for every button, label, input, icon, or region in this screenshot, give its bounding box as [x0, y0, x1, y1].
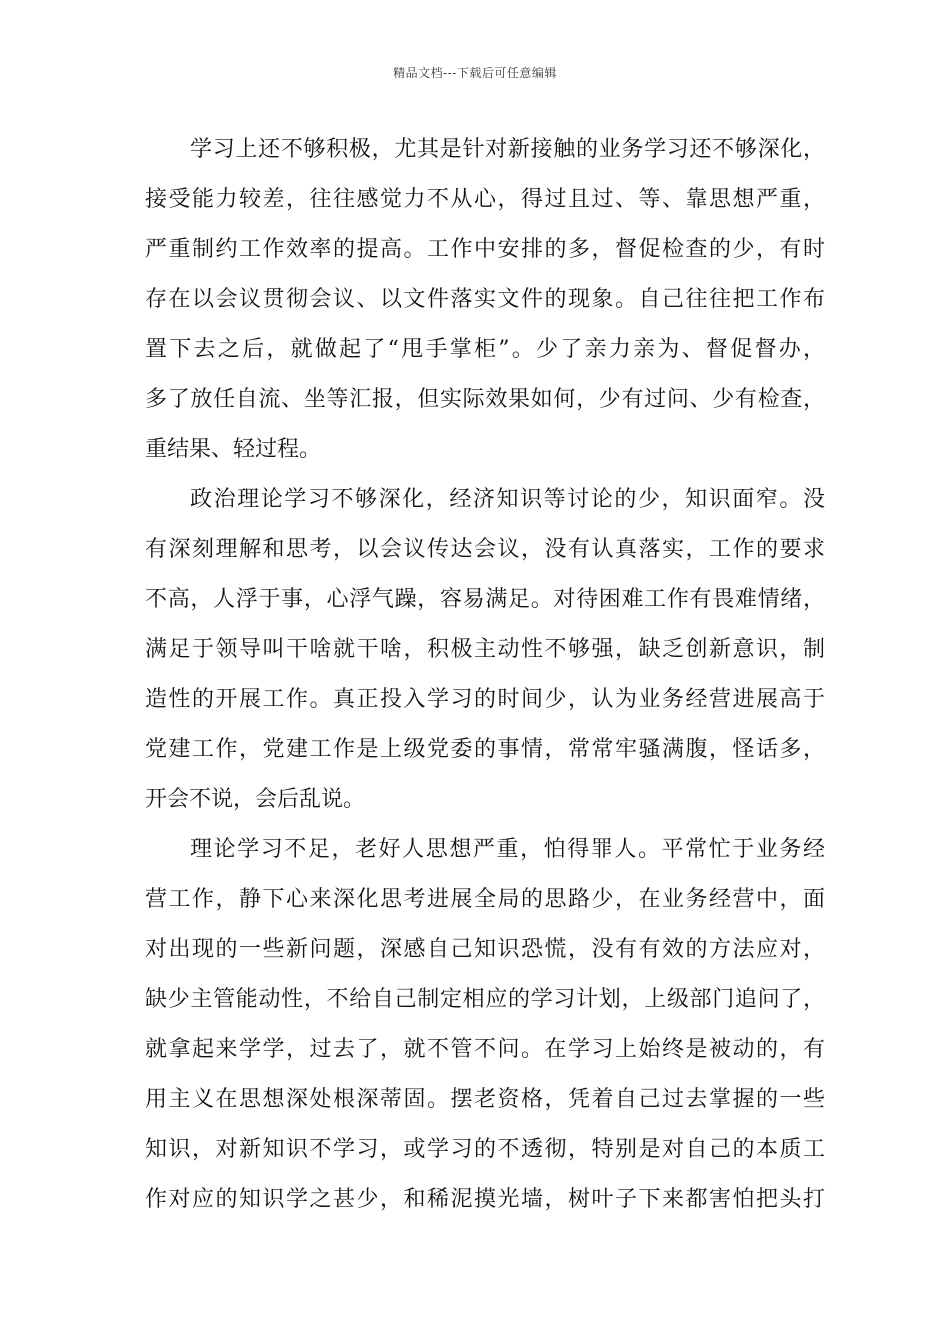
- text-line: 营工作，静下心来深化思考进展全局的思路少，在业务经营中，面: [145, 887, 825, 912]
- text-line: 用主义在思想深处根深蒂固。摆老资格，凭着自己过去掌握的一些: [145, 1087, 825, 1112]
- text-line: 对出现的一些新问题，深感自己知识恐慌，没有有效的方法应对，: [145, 937, 825, 962]
- text-line: 有深刻理解和思考，以会议传达会议，没有认真落实，工作的要求: [145, 537, 825, 562]
- text-line: 缺少主管能动性，不给自己制定相应的学习计划，上级部门追问了，: [145, 987, 825, 1012]
- text-line: 不高，人浮于事，心浮气躁，容易满足。对待困难工作有畏难情绪，: [145, 587, 825, 612]
- page-header: 精品文档---下载后可任意编辑: [393, 66, 557, 80]
- text-line: 知识，对新知识不学习，或学习的不透彻，特别是对自己的本质工: [145, 1137, 825, 1162]
- text-line: 多了放任自流、坐等汇报，但实际效果如何，少有过问、少有检查，: [145, 387, 825, 412]
- text-line: 存在以会议贯彻会议、以文件落实文件的现象。自己往往把工作布: [145, 287, 825, 312]
- text-line: 置下去之后，就做起了“甩手掌柜”。少了亲力亲为、督促督办，: [145, 337, 825, 362]
- text-line: 满足于领导叫干啥就干啥，积极主动性不够强，缺乏创新意识，制: [145, 637, 825, 662]
- text-line: 理论学习不足，老好人思想严重，怕得罪人。平常忙于业务经: [190, 837, 825, 862]
- text-line: 接受能力较差，往往感觉力不从心，得过且过、等、靠思想严重，: [145, 187, 825, 212]
- text-line: 造性的开展工作。真正投入学习的时间少，认为业务经营进展高于: [145, 687, 825, 712]
- text-line: 就拿起来学学，过去了，就不管不问。在学习上始终是被动的，有: [145, 1037, 825, 1062]
- text-line: 政治理论学习不够深化，经济知识等讨论的少，知识面窄。没: [190, 487, 825, 512]
- text-line: 作对应的知识学之甚少，和稀泥摸光墙，树叶子下来都害怕把头打: [145, 1187, 825, 1212]
- text-line: 党建工作，党建工作是上级党委的事情，常常牢骚满腹，怪话多，: [145, 737, 825, 762]
- text-line: 开会不说，会后乱说。: [145, 787, 366, 812]
- text-line: 学习上还不够积极，尤其是针对新接触的业务学习还不够深化，: [190, 137, 825, 162]
- text-line: 重结果、轻过程。: [145, 437, 322, 462]
- text-line: 严重制约工作效率的提高。工作中安排的多，督促检查的少，有时: [145, 237, 825, 262]
